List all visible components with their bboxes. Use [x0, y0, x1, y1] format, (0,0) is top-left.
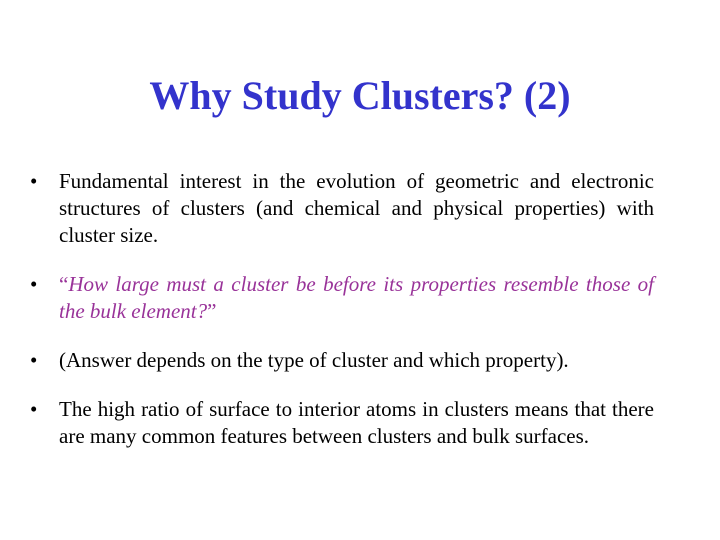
bullet-icon: •	[30, 348, 38, 372]
bullet-text: How large must a cluster be before its properties resemble those of the bulk element?	[59, 272, 654, 323]
bullet-list	[30, 168, 654, 472]
bullet-text: Fundamental interest in the evolution of geometric and electronic structures of clusters (and chemical and physical properties) with cluster size.	[59, 169, 654, 247]
bullet-icon: •	[30, 397, 38, 421]
bullet-icon: •	[30, 272, 38, 296]
bullet-text: The high ratio of surface to interior atoms in clusters means that there are many common features between clusters and bulk surfaces.	[59, 397, 654, 448]
bullet-item	[30, 168, 654, 249]
slide-title: Why Study Clusters? (2)	[149, 73, 571, 118]
bullet-item	[30, 347, 654, 374]
bullet-icon: •	[30, 169, 38, 193]
close-quote-mark: ”	[207, 299, 217, 323]
bullet-item-quote	[30, 271, 654, 325]
bullet-item	[30, 396, 654, 450]
bullet-text: (Answer depends on the type of cluster and which property).	[59, 348, 569, 372]
open-quote-mark: “	[59, 272, 69, 296]
